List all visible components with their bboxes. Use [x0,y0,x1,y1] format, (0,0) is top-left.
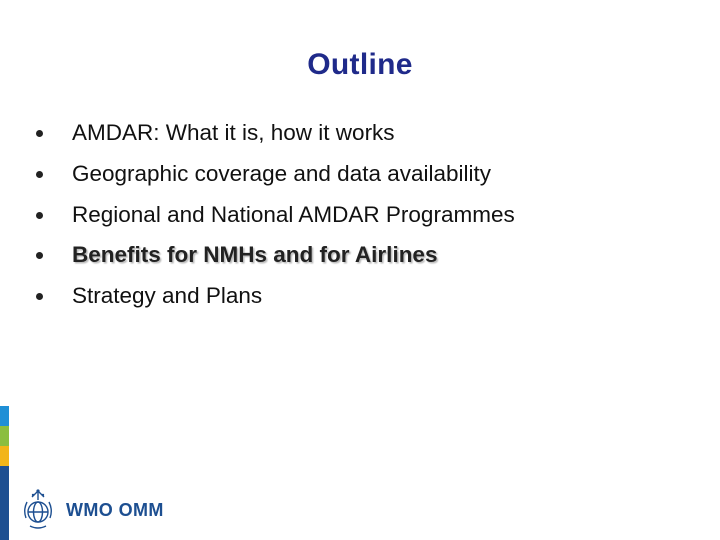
bullet-item [36,157,515,198]
bullet-dot-icon [36,293,43,300]
wmo-logo [18,484,164,536]
bullet-dot-icon [36,252,43,259]
bullet-item [36,116,515,157]
bullet-dot-icon [36,212,43,219]
bullet-text: AMDAR: What it is, how it works [72,120,395,145]
bullet-item-highlighted [36,238,515,279]
bullet-text: Benefits for NMHs and for Airlines [72,242,438,268]
bullet-item [36,279,515,320]
logo-text: WMO OMM [66,499,164,520]
side-stripe-green [0,426,9,446]
bullet-list [36,116,515,320]
bullet-text: Strategy and Plans [72,283,263,308]
wmo-emblem-icon [18,488,58,532]
bullet-text: Regional and National AMDAR Programmes [72,201,515,227]
bullet-text: Geographic coverage and data availability [72,160,492,186]
slide-title: Outline [307,48,413,81]
bullet-dot-icon [36,171,43,178]
side-stripe-blue [0,406,9,426]
bullet-dot-icon [36,130,43,137]
side-stripe-navy [0,466,9,540]
side-stripe-yellow [0,446,9,466]
bullet-item [36,198,515,239]
